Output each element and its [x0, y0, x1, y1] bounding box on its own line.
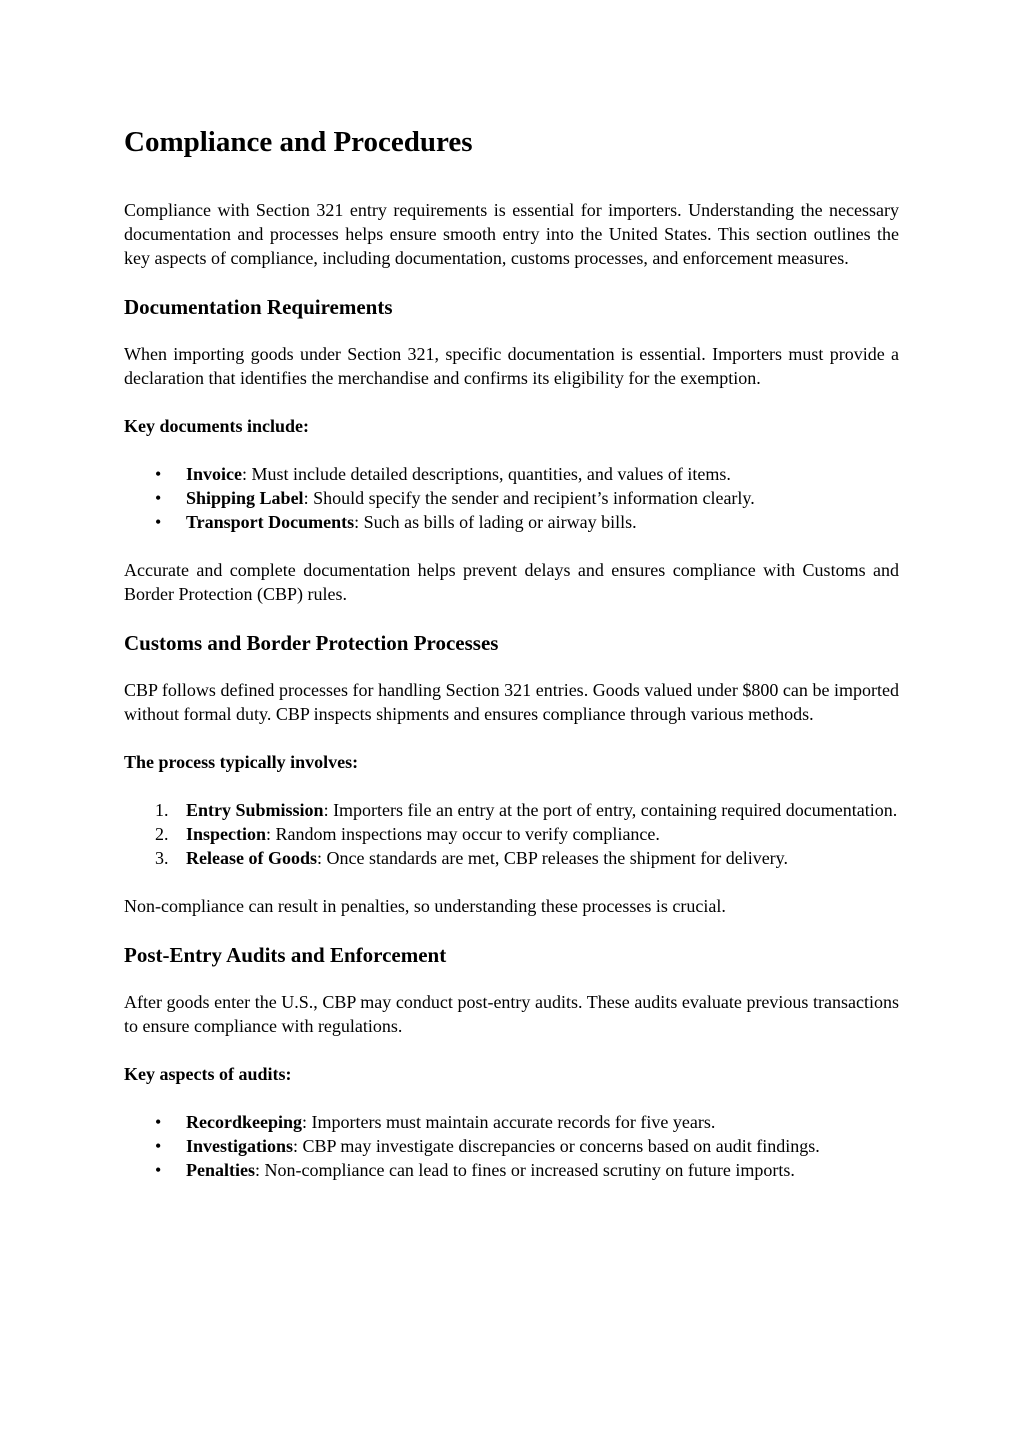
list-item-text: : Random inspections may occur to verify compliance. [266, 824, 660, 844]
list-item [155, 510, 899, 534]
list-item-text: : CBP may investigate discrepancies or concerns based on audit findings. [293, 1136, 820, 1156]
documentation-list [124, 462, 899, 534]
cbp-heading: Customs and Border Protection Processes [124, 631, 499, 655]
documentation-paragraph: When importing goods under Section 321, specific documentation is essential. Importers must provide a declaration that identifies the merchandise and confirms its eligibility for the exemption. [124, 344, 899, 388]
bullet-icon: • [155, 512, 162, 532]
cbp-paragraph: CBP follows defined processes for handling Section 321 entries. Goods valued under $800 can be imported without formal duty. CBP inspects shipments and ensures compliance through various methods. [124, 680, 899, 724]
audits-list [124, 1110, 899, 1182]
list-number: 3. [155, 848, 169, 868]
list-item-term: Shipping Label [186, 488, 304, 508]
list-item-text: : Importers file an entry at the port of entry, containing required documentation. [323, 800, 898, 820]
bullet-icon: • [155, 1136, 162, 1156]
list-item [155, 1110, 899, 1134]
list-item-term: Recordkeeping [186, 1112, 302, 1132]
list-item-text: : Must include detailed descriptions, quantities, and values of items. [242, 464, 731, 484]
documentation-list-label: Key documents include: [124, 416, 310, 436]
list-item-term: Inspection [186, 824, 267, 844]
documentation-heading: Documentation Requirements [124, 295, 393, 319]
cbp-closing: Non-compliance can result in penalties, so understanding these processes is crucial. [124, 896, 726, 916]
list-item-term: Release of Goods [186, 848, 317, 868]
documentation-closing: Accurate and complete documentation helps prevent delays and ensures compliance with Customs and Border Protection (CBP) rules. [124, 560, 899, 604]
list-item-text: : Such as bills of lading or airway bills. [354, 512, 637, 532]
audits-paragraph: After goods enter the U.S., CBP may conduct post-entry audits. These audits evaluate previous transactions to ensure compliance with regulations. [124, 992, 899, 1036]
list-number: 1. [155, 800, 169, 820]
list-item [155, 1158, 899, 1182]
bullet-icon: • [155, 1160, 162, 1180]
list-item-term: Transport Documents [186, 512, 355, 532]
list-item-term: Penalties [186, 1160, 255, 1180]
bullet-icon: • [155, 1112, 162, 1132]
audits-list-label: Key aspects of audits: [124, 1064, 292, 1084]
list-item [155, 822, 899, 846]
list-item-term: Invoice [186, 464, 242, 484]
list-item-text: : Importers must maintain accurate records for five years. [302, 1112, 716, 1132]
list-number: 2. [155, 824, 169, 844]
list-item [155, 846, 899, 870]
bullet-icon: • [155, 488, 162, 508]
list-item [155, 462, 899, 486]
intro-paragraph: Compliance with Section 321 entry requirements is essential for importers. Understanding the necessary documentation and processes helps ensure smooth entry into the United States. This section outlines the key aspects of compliance, including documentation, customs processes, and enforcement measures. [124, 200, 899, 268]
document-page [124, 124, 899, 1206]
list-item [155, 798, 899, 822]
list-item-text: : Non-compliance can lead to fines or increased scrutiny on future imports. [255, 1160, 795, 1180]
list-item-text: : Once standards are met, CBP releases the shipment for delivery. [316, 848, 789, 868]
list-item [155, 1134, 899, 1158]
cbp-process-list [124, 798, 899, 870]
cbp-list-label: The process typically involves: [124, 752, 359, 772]
list-item-text: : Should specify the sender and recipient’s information clearly. [303, 488, 755, 508]
page-title: Compliance and Procedures [124, 126, 473, 158]
list-item [155, 486, 899, 510]
list-item-term: Investigations [186, 1136, 294, 1156]
bullet-icon: • [155, 464, 162, 484]
list-item-term: Entry Submission [186, 800, 324, 820]
audits-heading: Post-Entry Audits and Enforcement [124, 943, 447, 967]
